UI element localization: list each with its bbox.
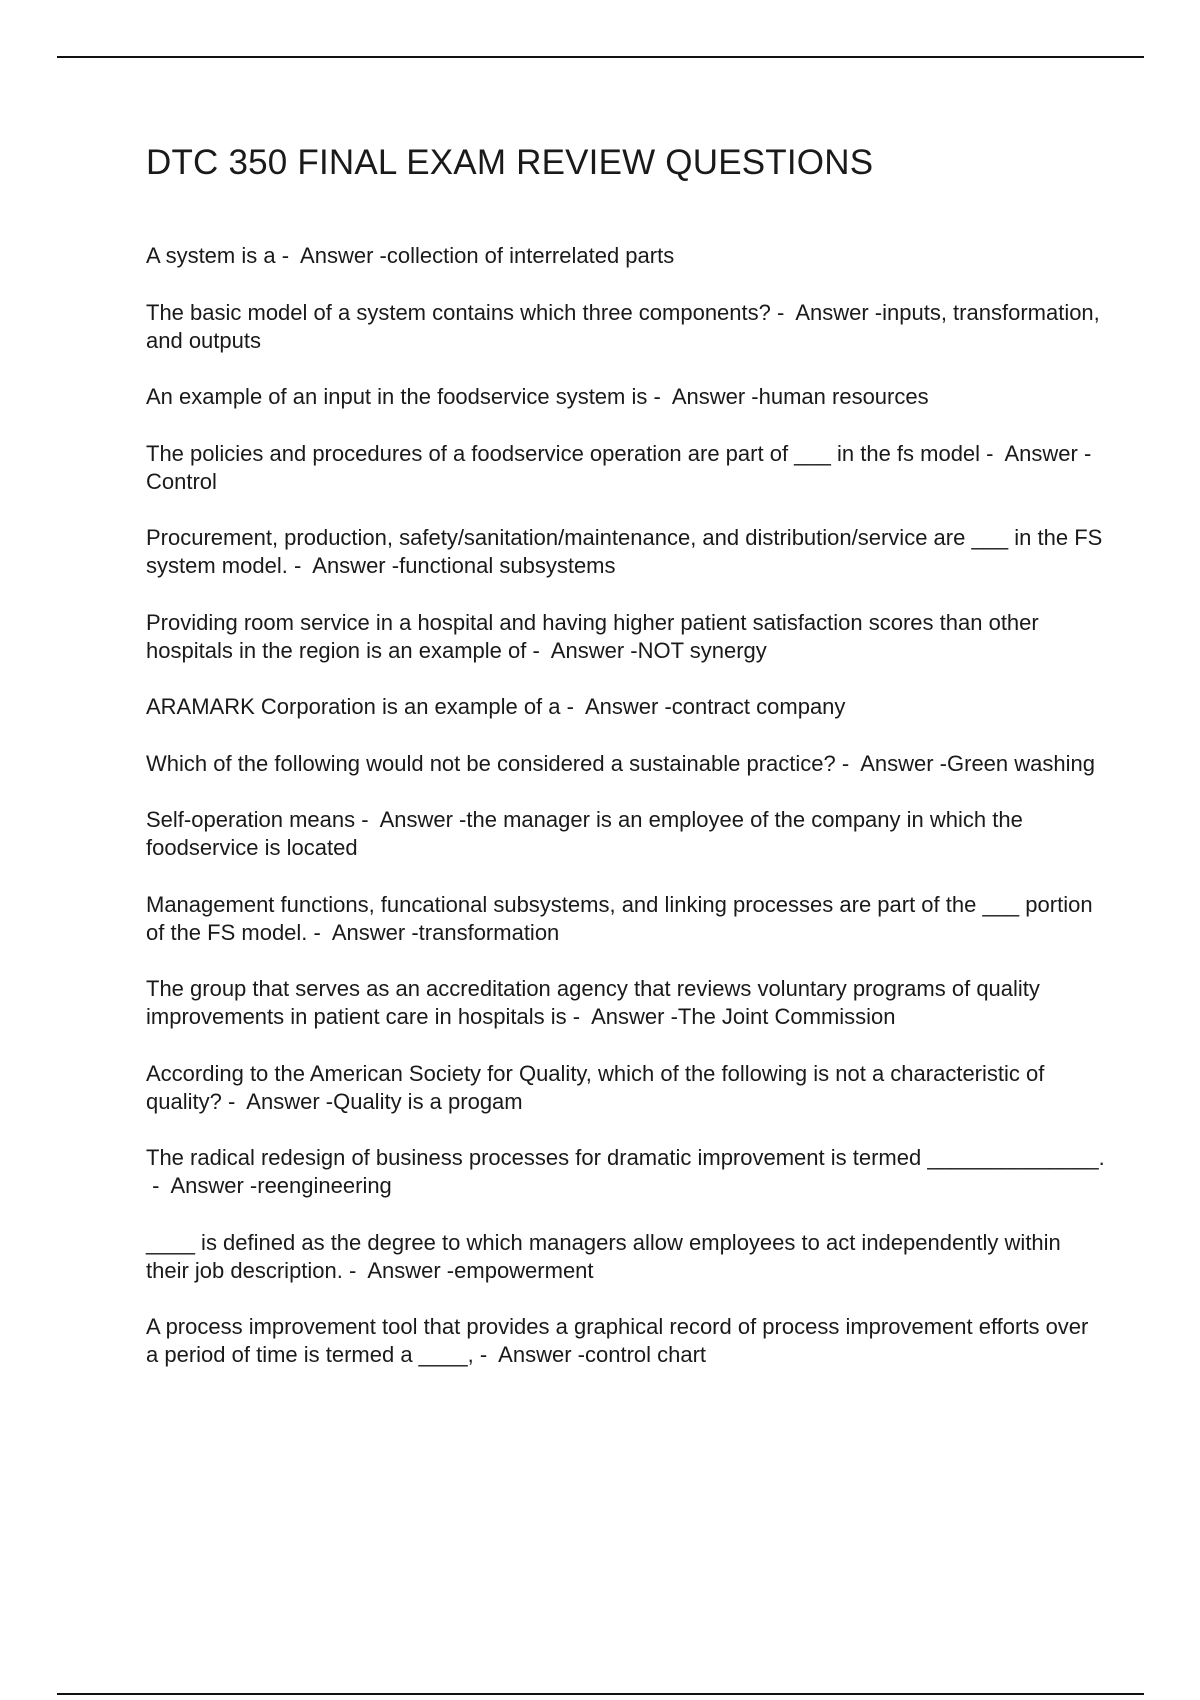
- answer-separator: - Answer -: [307, 919, 419, 945]
- answer-text: transformation: [418, 919, 560, 945]
- question-text: According to the American Society for Quality, which of the following is not a characteristic of quality?: [146, 1060, 1045, 1114]
- qa-item: [146, 242, 1106, 270]
- question-text: The basic model of a system contains which three components?: [146, 299, 771, 325]
- question-text: Management functions, funcational subsystems, and linking processes are part of the ___ portion of the FS model.: [146, 891, 1093, 945]
- question-text: ARAMARK Corporation is an example of a: [146, 694, 561, 719]
- qa-item: [146, 609, 1106, 665]
- question-text: The radical redesign of business processes for dramatic improvement is termed ______________.: [146, 1145, 1105, 1170]
- answer-text: empowerment: [454, 1257, 594, 1283]
- answer-separator: - Answer -: [560, 694, 672, 719]
- question-text: ____ is defined as the degree to which managers allow employees to act independently within their job description.: [146, 1229, 1061, 1283]
- qa-item: [146, 383, 1106, 411]
- qa-item: [146, 750, 1106, 778]
- answer-separator: - Answer -: [647, 384, 759, 409]
- qa-item: [146, 1229, 1106, 1285]
- answer-separator: - Answer -: [526, 637, 638, 663]
- qa-item: [146, 975, 1106, 1031]
- question-text: An example of an input in the foodservice system is: [146, 384, 648, 409]
- answer-separator: - Answer -: [355, 807, 467, 832]
- answer-separator: - Answer -: [473, 1342, 585, 1367]
- answer-text: inputs, transformation, and outputs: [146, 299, 1100, 353]
- answer-text: collection of interrelated parts: [386, 243, 675, 268]
- answer-separator: - Answer -: [221, 1088, 334, 1114]
- qa-item: [146, 1144, 1106, 1200]
- answer-text: control chart: [584, 1342, 707, 1367]
- question-text: A process improvement tool that provides a graphical record of process improvement efforts over a period of time is termed a ____,: [146, 1314, 1089, 1367]
- answer-separator: - Answer -: [342, 1257, 455, 1283]
- question-text: A system is a: [146, 243, 276, 268]
- answer-text: The Joint Commission: [677, 1004, 896, 1029]
- qa-item: [146, 1313, 1106, 1369]
- answer-text: the manager is an employee of the company in which the foodservice is located: [146, 807, 1023, 860]
- answer-separator: - Answer -: [980, 440, 1092, 466]
- question-text: The group that serves as an accreditation agency that reviews voluntary programs of quality improvements in patient care in hospitals is: [146, 976, 1040, 1029]
- question-text: Procurement, production, safety/sanitation/maintenance, and distribution/service are ___ in the FS system model.: [146, 525, 1103, 578]
- qa-list: [146, 242, 1106, 1398]
- page-title: DTC 350 FINAL EXAM REVIEW QUESTIONS: [146, 143, 874, 182]
- answer-text: Control: [146, 468, 217, 494]
- qa-item: [146, 1060, 1106, 1116]
- question-text: The policies and procedures of a foodservice operation are part of ___ in the fs model: [146, 440, 981, 466]
- answer-text: human resources: [758, 384, 929, 409]
- qa-item: [146, 806, 1106, 862]
- answer-separator: - Answer -: [275, 243, 387, 268]
- answer-text: Quality is a progam: [333, 1088, 523, 1114]
- question-text: Which of the following would not be considered a sustainable practice?: [146, 750, 836, 776]
- qa-item: [146, 693, 1106, 721]
- answer-text: functional subsystems: [399, 553, 616, 578]
- answer-text: contract company: [671, 694, 846, 719]
- qa-item: [146, 440, 1106, 496]
- bottom-divider: [57, 1693, 1144, 1695]
- answer-separator: - Answer -: [835, 750, 947, 776]
- qa-item: [146, 524, 1106, 580]
- answer-text: reengineering: [257, 1173, 392, 1198]
- answer-separator: - Answer -: [770, 299, 883, 325]
- qa-item: [146, 891, 1106, 947]
- answer-text: Green washing: [947, 750, 1095, 776]
- top-divider: [57, 56, 1144, 58]
- qa-item: [146, 299, 1106, 355]
- answer-separator: - Answer -: [287, 553, 400, 578]
- question-text: Self-operation means: [146, 807, 356, 832]
- answer-separator: - Answer -: [146, 1173, 258, 1198]
- answer-text: NOT synergy: [637, 637, 767, 663]
- answer-separator: - Answer -: [566, 1004, 678, 1029]
- question-text: Providing room service in a hospital and having higher patient satisfaction scores than other hospitals in the region is an example of: [146, 609, 1039, 663]
